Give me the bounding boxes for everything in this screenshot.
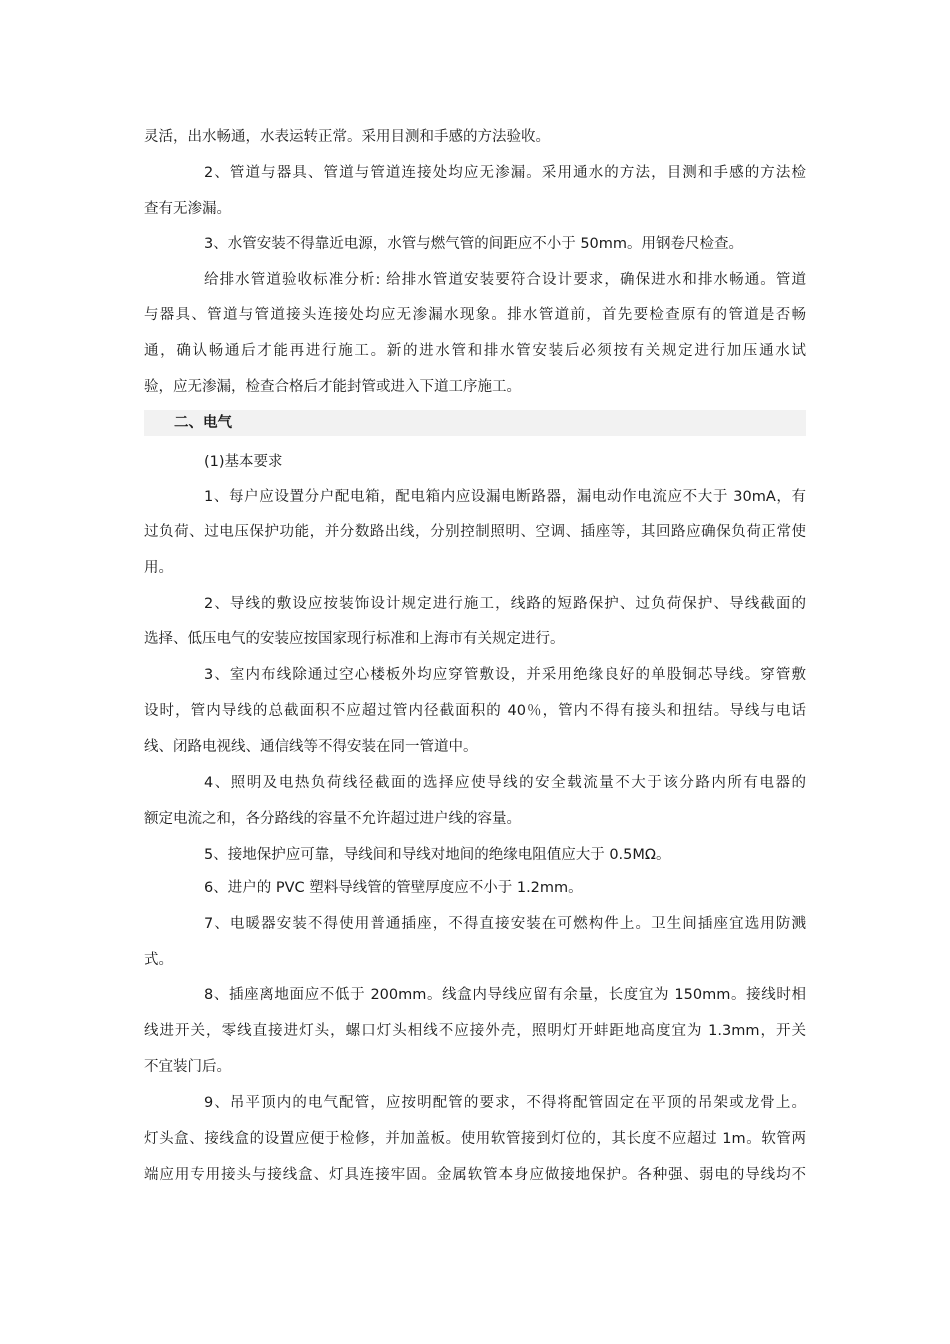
text-line: 设时，管内导线的总截面积不应超过管内径截面积的 40％，管内不得有接头和扭结。导线与电话 bbox=[144, 703, 806, 719]
text-line: 8、插座离地面应不低于 200mm。线盒内导线应留有余量，长度宜为 150mm。接线时相 bbox=[204, 987, 806, 1003]
text-line: 选择、低压电气的安装应按国家现行标准和上海市有关规定进行。 bbox=[144, 631, 565, 647]
text-line: 2、导线的敷设应按装饰设计规定进行施工，线路的短路保护、过负荷保护、导线截面的 bbox=[204, 596, 806, 612]
text-line: 不宜装门后。 bbox=[144, 1059, 231, 1075]
text-line: 2、管道与器具、管道与管道连接处均应无渗漏。采用通水的方法，目测和手感的方法检 bbox=[204, 165, 806, 181]
text-line: 3、水管安装不得靠近电源，水管与燃气管的间距应不小于 50mm。用钢卷尺检查。 bbox=[204, 236, 744, 252]
text-line: 6、进户的 PVC 塑料导线管的管壁厚度应不小于 1.2mm。 bbox=[204, 880, 583, 896]
text-line: 1、每户应设置分户配电箱，配电箱内应设漏电断路器，漏电动作电流应不大于 30mA，有 bbox=[204, 489, 806, 505]
text-line: 9、吊平顶内的电气配管，应按明配管的要求，不得将配管固定在平顶的吊架或龙骨上。 bbox=[204, 1095, 806, 1111]
text-line: 灵活，出水畅通，水表运转正常。采用目测和手感的方法验收。 bbox=[144, 129, 550, 145]
text-line: 额定电流之和，各分路线的容量不允许超过进户线的容量。 bbox=[144, 811, 521, 827]
text-line: 过负荷、过电压保护功能，并分数路出线，分别控制照明、空调、插座等，其回路应确保负荷正常使 bbox=[144, 524, 806, 540]
text-line: 线进开关，零线直接进灯头，螺口灯头相线不应接外壳，照明灯开蚌距地高度宜为 1.3mm，开关 bbox=[144, 1023, 806, 1039]
text-line: 用。 bbox=[144, 560, 173, 576]
section-heading-bar bbox=[144, 410, 806, 436]
text-line: 查有无渗漏。 bbox=[144, 201, 231, 217]
text-line: 式。 bbox=[144, 952, 173, 968]
text-line: 与器具、管道与管道接头连接处均应无渗漏水现象。排水管道前，首先要检查原有的管道是否畅 bbox=[144, 307, 806, 323]
text-line: 给排水管道验收标准分析: 给排水管道安装要符合设计要求，确保进水和排水畅通。管道 bbox=[204, 272, 806, 288]
section-heading-electrical: 二、电气 bbox=[174, 415, 232, 431]
text-line: 线、闭路电视线、通信线等不得安装在同一管道中。 bbox=[144, 739, 478, 755]
text-line: 4、照明及电热负荷线径截面的选择应使导线的安全载流量不大于该分路内所有电器的 bbox=[204, 775, 806, 791]
text-line: 灯头盒、接线盒的设置应便于检修，并加盖板。使用软管接到灯位的，其长度不应超过 1m。软管两 bbox=[144, 1131, 806, 1147]
text-line: 端应用专用接头与接线盒、灯具连接牢固。金属软管本身应做接地保护。各种强、弱电的导线均不 bbox=[144, 1167, 806, 1183]
text-line: 通，确认畅通后才能再进行施工。新的进水管和排水管安装后必须按有关规定进行加压通水试 bbox=[144, 343, 806, 359]
text-line: 3、室内布线除通过空心楼板外均应穿管敷设，并采用绝缘良好的单股铜芯导线。穿管敷 bbox=[204, 667, 806, 683]
text-line: (1)基本要求 bbox=[204, 454, 283, 470]
text-line: 7、电暖器安装不得使用普通插座，不得直接安装在可燃构件上。卫生间插座宜选用防溅 bbox=[204, 916, 806, 932]
text-line: 验，应无渗漏，检查合格后才能封管或进入下道工序施工。 bbox=[144, 379, 521, 395]
text-line: 5、接地保护应可靠，导线间和导线对地间的绝缘电阻值应大于 0.5MΩ。 bbox=[204, 847, 671, 863]
